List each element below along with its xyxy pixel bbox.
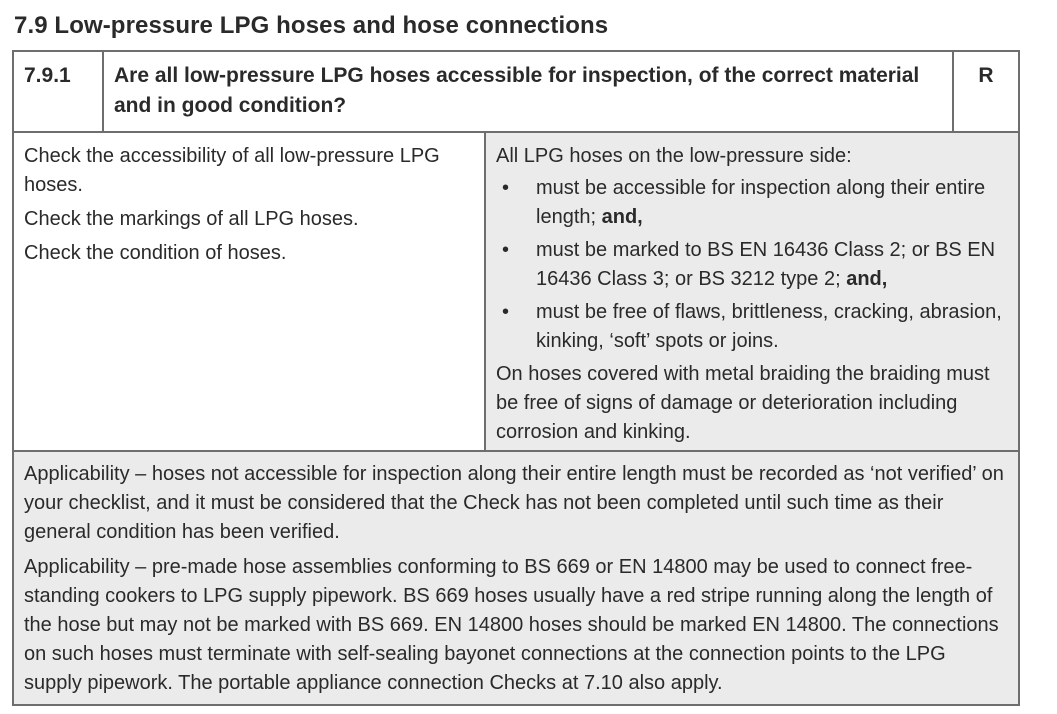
criteria-item — [496, 236, 1014, 294]
criteria-closing: On hoses covered with metal braiding the braiding must be free of signs of damage or deterioration including corrosion and kinking. — [496, 363, 990, 443]
applicability-row — [14, 452, 1018, 704]
criteria-intro: All LPG hoses on the low-pressure side: — [496, 145, 852, 167]
check-number: 7.9.1 — [14, 52, 104, 131]
bullet-icon: • — [502, 177, 510, 199]
criteria-item-text: must be accessible for inspection along their entire length; — [536, 177, 986, 228]
check-header-row — [14, 52, 1018, 133]
bullet-icon: • — [502, 239, 510, 261]
check-body-row — [14, 133, 1018, 452]
criteria-list — [496, 174, 1014, 356]
applicability-note: Applicability – pre-made hose assemblies conforming to BS 669 or EN 14800 may be used to connect free-standing cookers to LPG supply pipework. BS 669 hoses usually have a red stripe running along the length of the hose but may not be marked with BS 669. EN 14800 hoses should be marked EN 14800. The connections on such hoses must terminate with self-sealing bayonet connections at the connection points to the LPG supply pipework. The portable appliance connection Checks at 7.10 also apply. — [24, 556, 999, 694]
method-column — [14, 133, 486, 450]
check-question: Are all low-pressure LPG hoses accessible for inspection, of the correct material and in good condition? — [104, 52, 954, 131]
check-rating: R — [978, 64, 994, 87]
criteria-item-conjunction: and, — [840, 268, 888, 290]
check-table — [12, 50, 1020, 706]
section-heading: 7.9 Low-pressure LPG hoses and hose connections — [14, 12, 609, 39]
bullet-icon: • — [502, 301, 510, 323]
criteria-item — [496, 298, 1014, 356]
method-item: Check the accessibility of all low-pressure LPG hoses. — [24, 145, 440, 196]
method-item: Check the markings of all LPG hoses. — [24, 208, 359, 230]
method-item: Check the condition of hoses. — [24, 242, 287, 264]
criteria-column — [486, 133, 1018, 450]
applicability-note: Applicability – hoses not accessible for inspection along their entire length must be recorded as ‘not verified’ on your checklist, and it must be considered that the Check has not been completed until such time as their general condition has been verified. — [24, 463, 1004, 543]
criteria-item-text: must be marked to BS EN 16436 Class 2; or BS EN 16436 Class 3; or BS 3212 type 2; — [536, 239, 996, 290]
criteria-item-conjunction: and, — [596, 206, 643, 228]
criteria-item-text: must be free of flaws, brittleness, cracking, abrasion, kinking, ‘soft’ spots or joins. — [536, 301, 1002, 352]
criteria-item — [496, 174, 1014, 232]
